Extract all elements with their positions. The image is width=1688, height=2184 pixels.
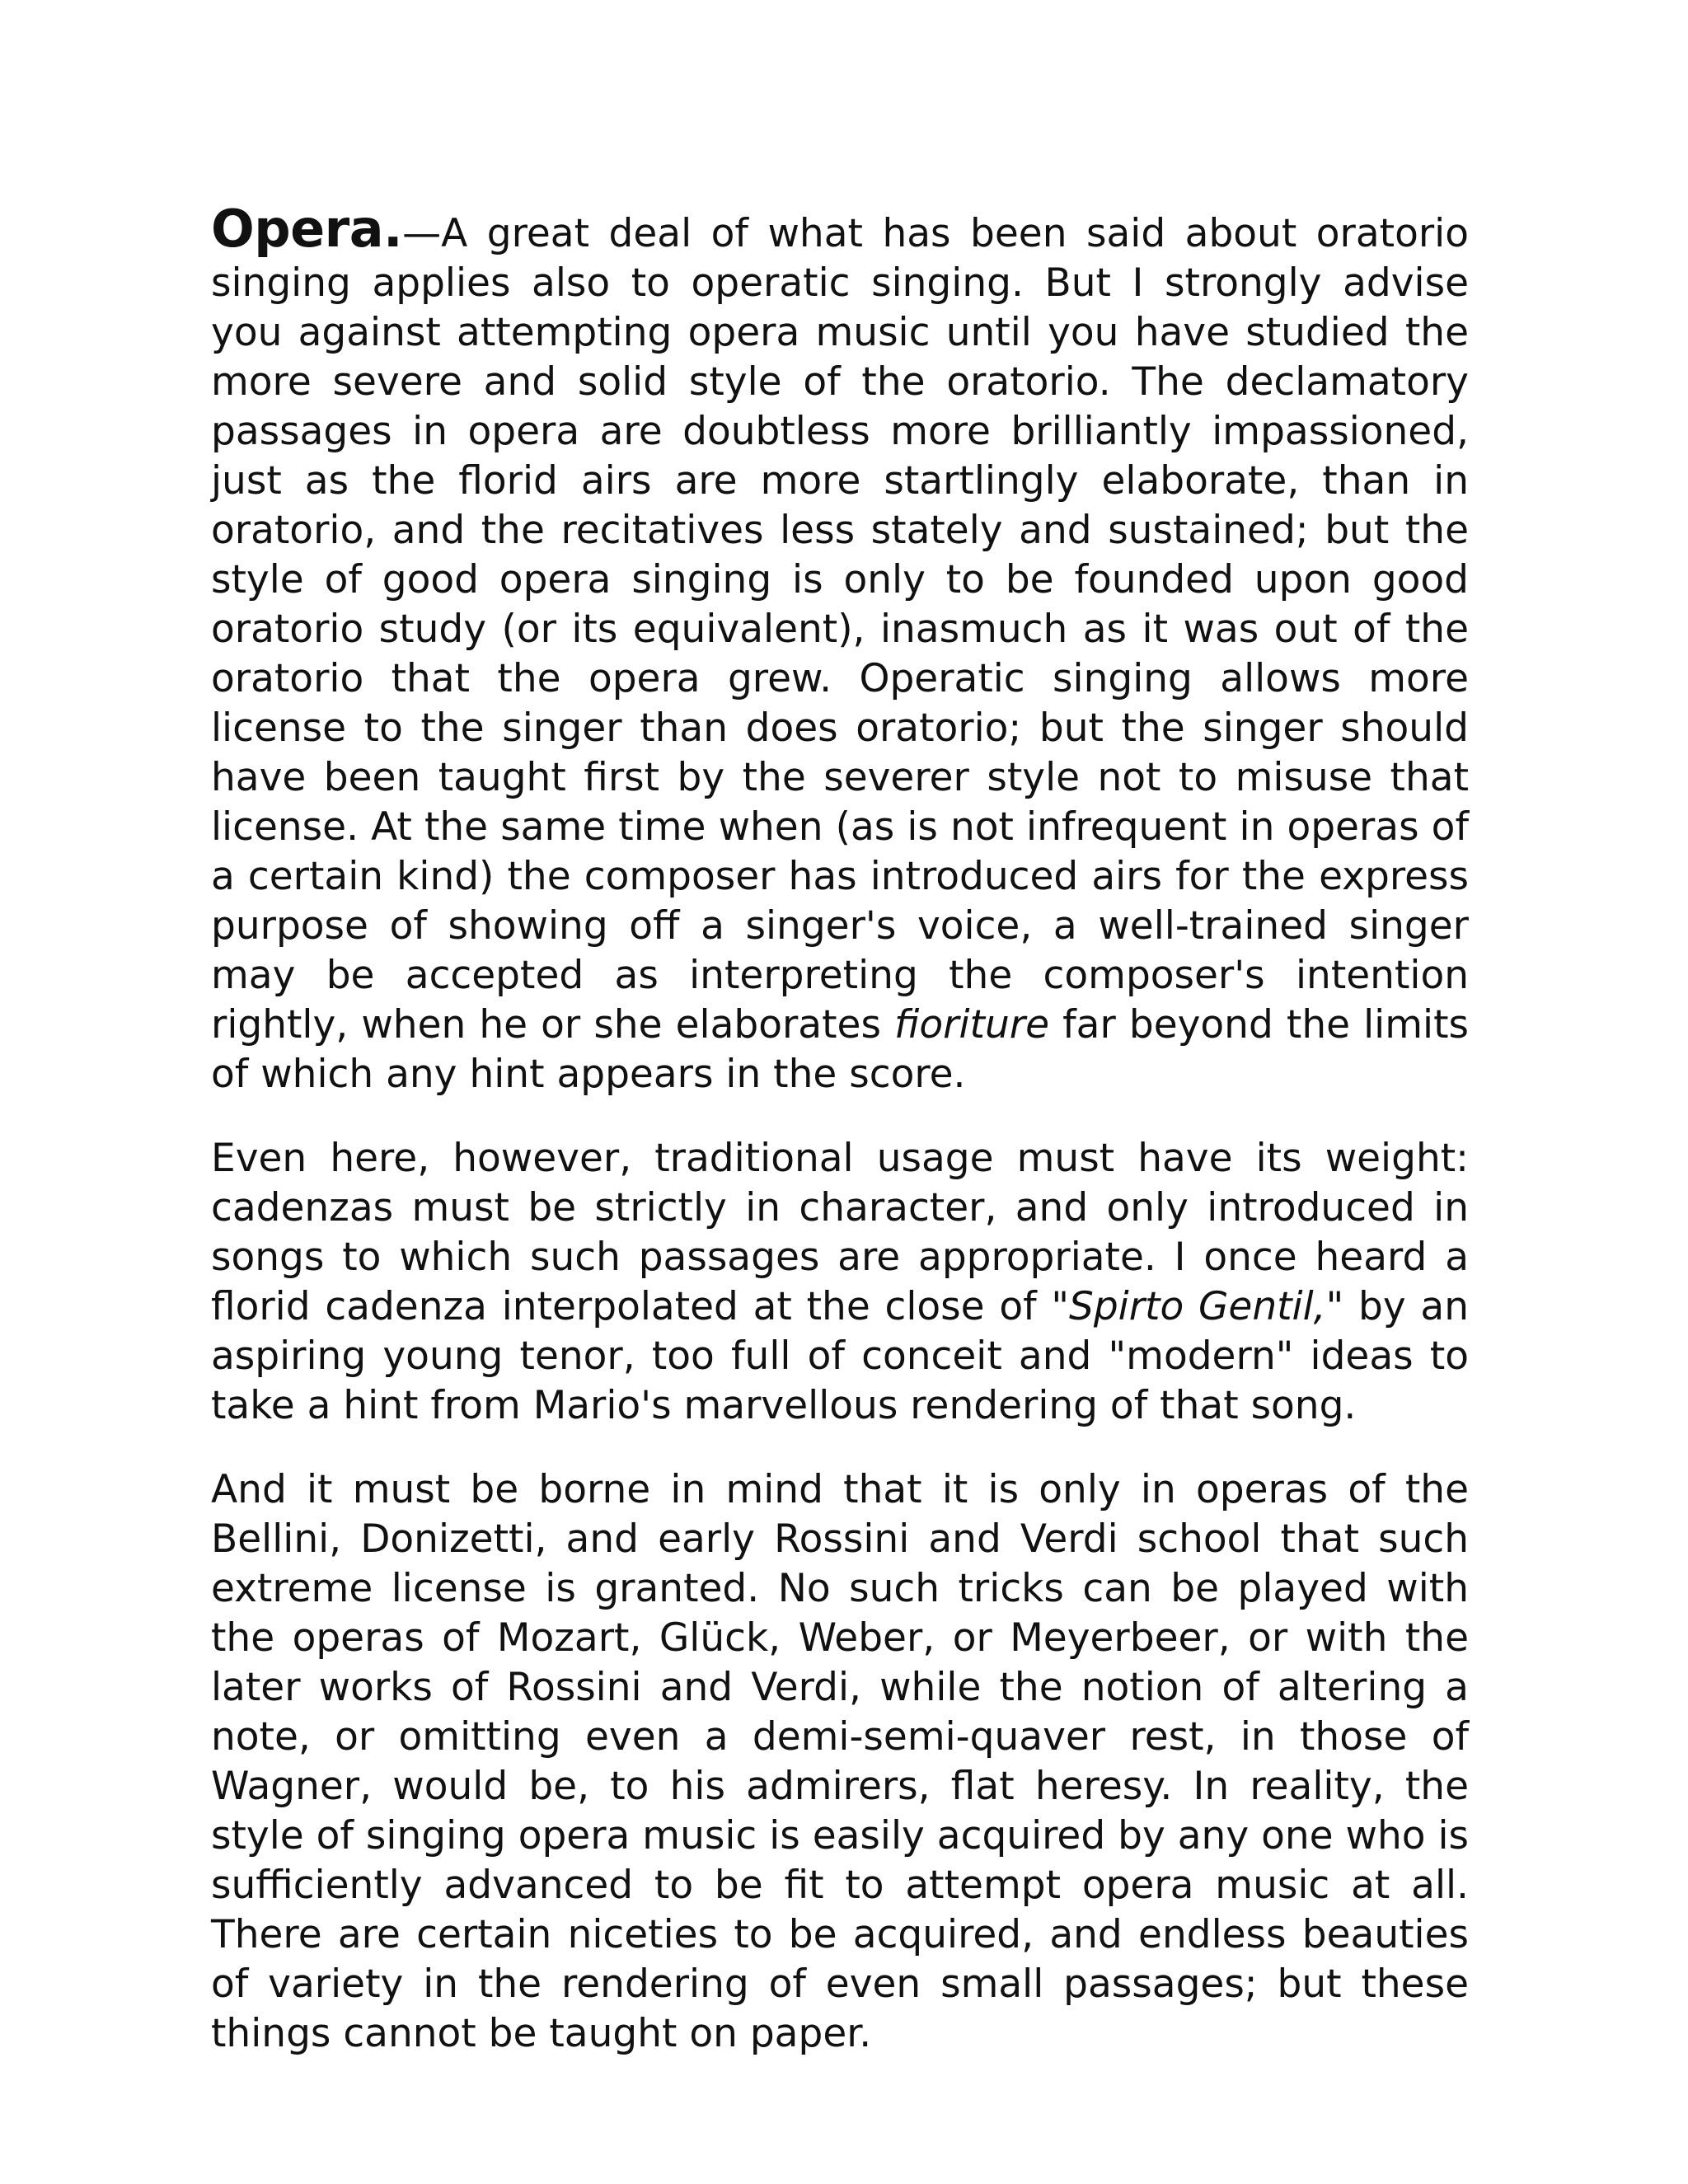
- paragraph-2: [211, 1134, 1469, 1431]
- paragraph-text: far beyond the limits of which any hint appears in the score.: [211, 1002, 1469, 1097]
- paragraph-3: [211, 1465, 1469, 2059]
- italic-song-title: Spirto Gentil,: [1069, 1284, 1326, 1329]
- italic-term: fioriture: [894, 1002, 1049, 1047]
- paragraph-1: [211, 199, 1469, 1099]
- section-heading: Opera.: [211, 199, 403, 259]
- paragraph-text: —A great deal of what has been said about oratorio singing applies also to operatic singing. But I strongly advise you against attempting opera music until you have studied the more severe and solid style of the oratorio. The declamatory passages in opera are doubtless more brilliantly impassioned, just as the florid airs are more startlingly elaborate, than in oratorio, and the recitatives less stately and sustained; but the style of good opera singing is only to be founded upon good oratorio study (or its equivalent), inasmuch as it was out of the oratorio that the opera grew. Operatic singing allows more license to the singer than does oratorio; but the singer should have been taught first by the severer style not to misuse that license. At the same time when (as is not infrequent in operas of a certain kind) the composer has introduced airs for the express purpose of showing off a singer's voice, a well-trained singer may be accepted as interpreting the composer's intention rightly, when he or she elaborates: [211, 211, 1469, 1047]
- paragraph-text: And it must be borne in mind that it is only in operas of the Bellini, Donizetti, and early Rossini and Verdi school that such extreme license is granted. No such tricks can be played with the operas of Mozart, Glück, Weber, or Meyerbeer, or with the later works of Rossini and Verdi, while the notion of altering a note, or omitting even a demi-semi-quaver rest, in those of Wagner, would be, to his admirers, flat heresy. In reality, the style of singing opera music is easily acquired by any one who is sufficiently advanced to be fit to attempt opera music at all. There are certain niceties to be acquired, and endless beauties of variety in the rendering of even small passages; but these things cannot be taught on paper.: [211, 1467, 1469, 2056]
- paragraph-text: " by an aspiring young tenor, too full of conceit and "modern" ideas to take a hint from Mario's marvellous rendering of that song.: [211, 1284, 1469, 1428]
- document-page: [211, 199, 1469, 2093]
- paragraph-text: Even here, however, traditional usage must have its weight: cadenzas must be strictly in character, and only introduced in songs to which such passages are appropriate. I once heard a florid cadenza interpolated at the close of ": [211, 1136, 1469, 1329]
